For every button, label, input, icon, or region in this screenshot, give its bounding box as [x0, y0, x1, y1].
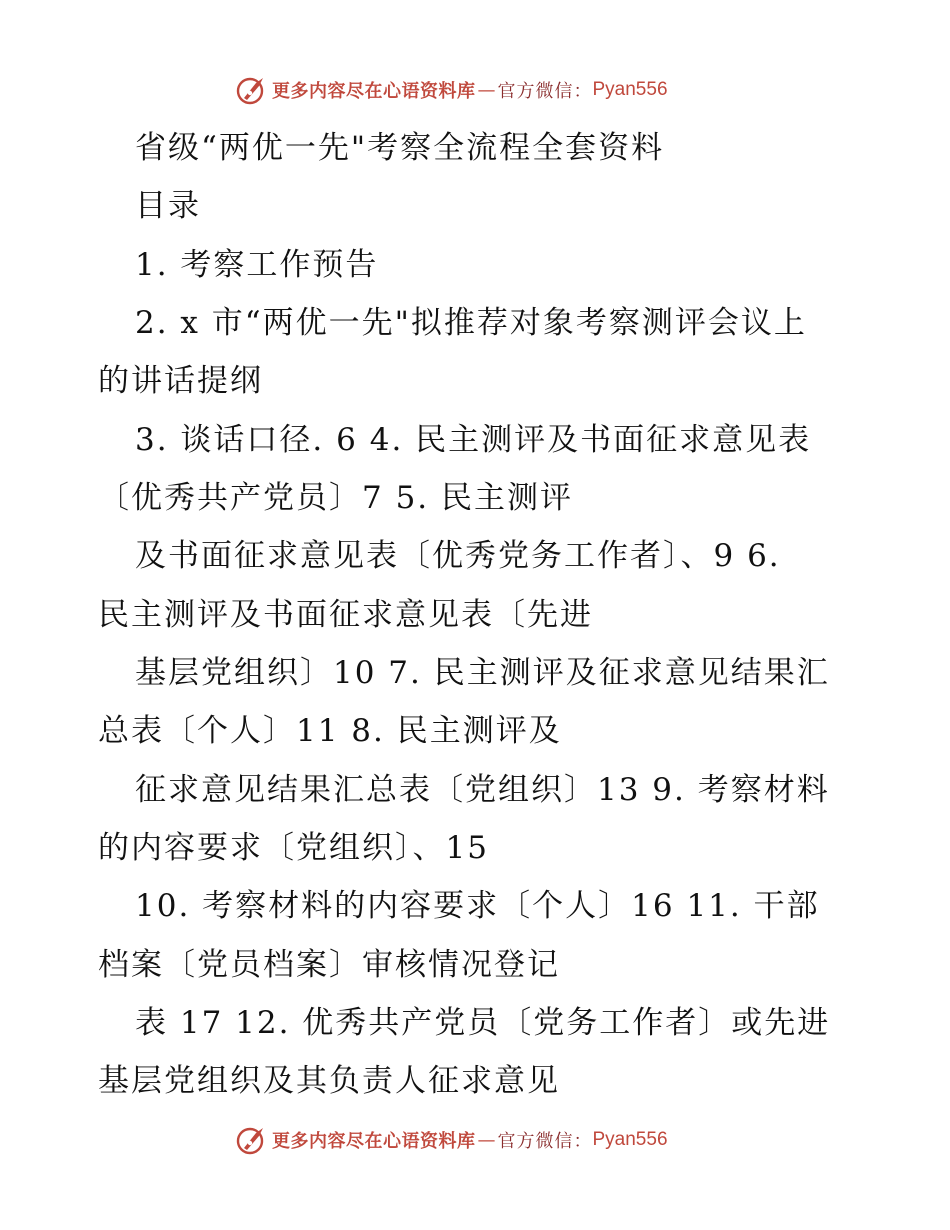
header-watermark: [0, 70, 950, 110]
toc-line: 的内容要求〔党组织〕、15: [98, 830, 489, 866]
toc-line: 的讲话提纲: [98, 363, 263, 399]
toc-line: 2. x 市“两优一先"拟推荐对象考察测评会议上: [135, 305, 807, 341]
toc-line: 及书面征求意见表〔优秀党务工作者〕、9 6.: [135, 538, 781, 574]
toc-line: 基层党组织及其负责人征求意见: [98, 1063, 560, 1099]
toc-line: 3. 谈话口径. 6 4. 民主测评及书面征求意见表: [135, 422, 812, 458]
toc-line: 档案〔党员档案〕审核情况登记: [98, 947, 560, 983]
watermark-text: 更多内容尽在心语资料库: [272, 1131, 476, 1152]
watermark-account: Pyan556: [592, 1129, 668, 1150]
toc-line: 总表〔个人〕11 8. 民主测评及: [98, 713, 562, 749]
toc-line: 〔优秀共产党员〕7 5. 民主测评: [98, 480, 574, 516]
pen-nib-logo-icon: [236, 74, 268, 106]
watermark-account: Pyan556: [592, 79, 668, 100]
toc-line: 10. 考察材料的内容要求〔个人〕16 11. 干部: [135, 888, 820, 924]
watermark-wechat-label: 官方微信：: [497, 1131, 593, 1152]
watermark-dash: —: [477, 1129, 496, 1151]
toc-heading: 目录: [135, 188, 201, 224]
toc-line: 基层党组织〕10 7. 民主测评及征求意见结果汇: [135, 655, 830, 691]
document-title: 省级“两优一先"考察全流程全套资料: [135, 130, 665, 166]
toc-line: 征求意见结果汇总表〔党组织〕13 9. 考察材料: [135, 772, 830, 808]
watermark-text: 更多内容尽在心语资料库: [272, 81, 476, 102]
watermark-wechat-label: 官方微信：: [497, 81, 593, 102]
watermark-dash: —: [477, 79, 496, 101]
toc-line: 1. 考察工作预告: [135, 247, 379, 283]
toc-line: 表 17 12. 优秀共产党员〔党务工作者〕或先进: [135, 1005, 831, 1041]
toc-line: 民主测评及书面征求意见表〔先进: [98, 597, 593, 633]
footer-watermark: [0, 1120, 950, 1160]
pen-nib-logo-icon: [236, 1124, 268, 1156]
